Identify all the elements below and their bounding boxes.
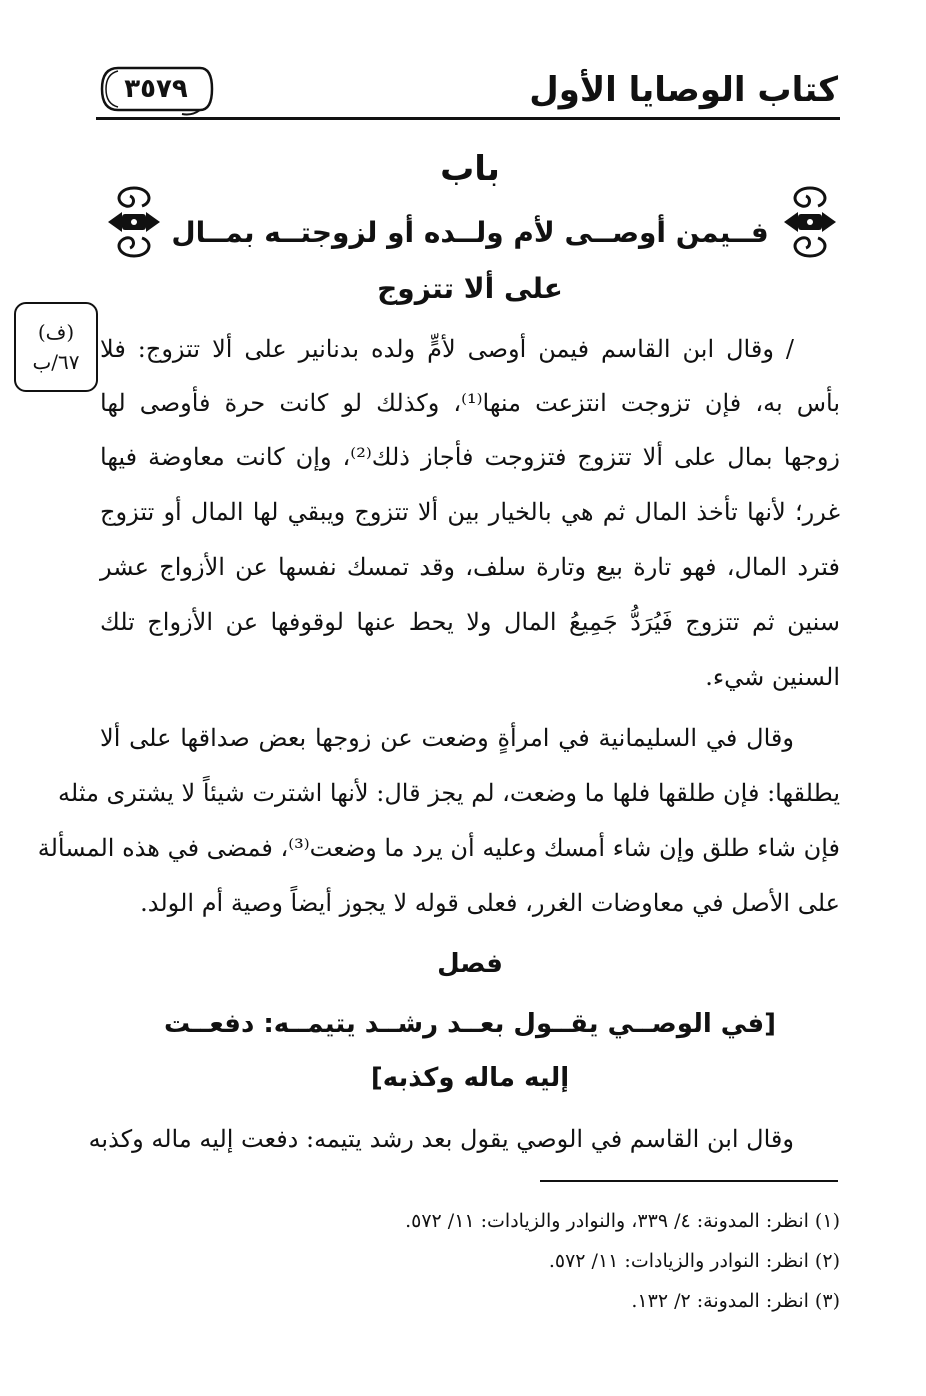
section-heading: فصل	[437, 949, 503, 979]
text-line: غرر؛ لأنها تأخذ المال ثم هي بالخيار بين ألا تتزوج ويبقي لها المال أو تتزوج	[100, 498, 840, 526]
chapter-title-line-2: على ألا تتزوج	[377, 272, 563, 305]
footnote: (٣) انظر: المدونة: ٢/ ١٣٢.	[631, 1290, 840, 1312]
text-line: سنين ثم تتزوج فَيُرَدُّ جَمِيعُ المال ولا يحط عنها لوقوفها عن الأزواج تلك	[100, 608, 840, 636]
footnote-rule	[540, 1180, 838, 1182]
section-subtitle-line-1: [في الوصــي يقــول بعــد رشــد يتيمــه: دفعــت	[163, 1009, 777, 1039]
text-line: فإن شاء طلق وإن شاء أمسك وعليه أن يرد ما وضعت⁽³⁾، فمضى في هذه المسألة	[37, 834, 840, 862]
chapter-title-line-1: فــيمن أوصــى لأم ولــده أو لزوجتــه بمــال	[171, 216, 769, 249]
text-line: بأس به، فإن تزوجت انتزعت منها⁽¹⁾، وكذلك لو كانت حرة فأوصى لها	[100, 389, 841, 417]
text-line: زوجها بمال على ألا تتزوج فتزوجت فأجاز ذلك⁽²⁾، وإن كانت معاوضة فيها	[100, 443, 841, 471]
running-title: كتاب الوصايا الأول	[529, 70, 838, 110]
text-line: وقال في السليمانية في امرأةٍ وضعت عن زوجها بعض صداقها على ألا	[100, 724, 794, 752]
folio-note-line-1: (ف)	[37, 320, 75, 344]
text-line: / وقال ابن القاسم فيمن أوصى لأمٍّ ولده بدنانير على ألا تتزوج: فلا	[100, 335, 794, 363]
footnote: (١) انظر: المدونة: ٤/ ٣٣٩، والنوادر والزيادات: ١١/ ٥٧٢.	[405, 1210, 840, 1232]
text-line: فترد المال، فهو تارة بيع وتارة سلف، وقد تمسك نفسها عن الأزواج عشر	[100, 553, 840, 581]
header-rule	[96, 117, 840, 120]
page-number-badge	[96, 62, 216, 116]
text-line: وقال ابن القاسم في الوصي يقول بعد رشد يتيمه: دفعت إليه ماله وكذبه	[88, 1125, 794, 1153]
text-line: يطلقها: فإن طلقها فلها ما وضعت، لم يجز قال: لأنها اشترت شيئاً لا يشترى مثله	[58, 779, 840, 807]
text-line: السنين شيء.	[705, 663, 840, 691]
page-number: ٣٥٧٩	[124, 74, 188, 104]
folio-note-line-2: ٦٧/ب	[32, 350, 80, 374]
section-subtitle-line-2: إليه ماله وكذبه]	[370, 1063, 570, 1093]
footnote: (٢) انظر: النوادر والزيادات: ١١/ ٥٧٢.	[548, 1250, 840, 1272]
manuscript-folio-note	[14, 302, 98, 392]
chapter-heading: باب	[440, 149, 500, 189]
text-line: على الأصل في معاوضات الغرر، فعلى قوله لا يجوز أيضاً وصية أم الولد.	[140, 889, 840, 917]
